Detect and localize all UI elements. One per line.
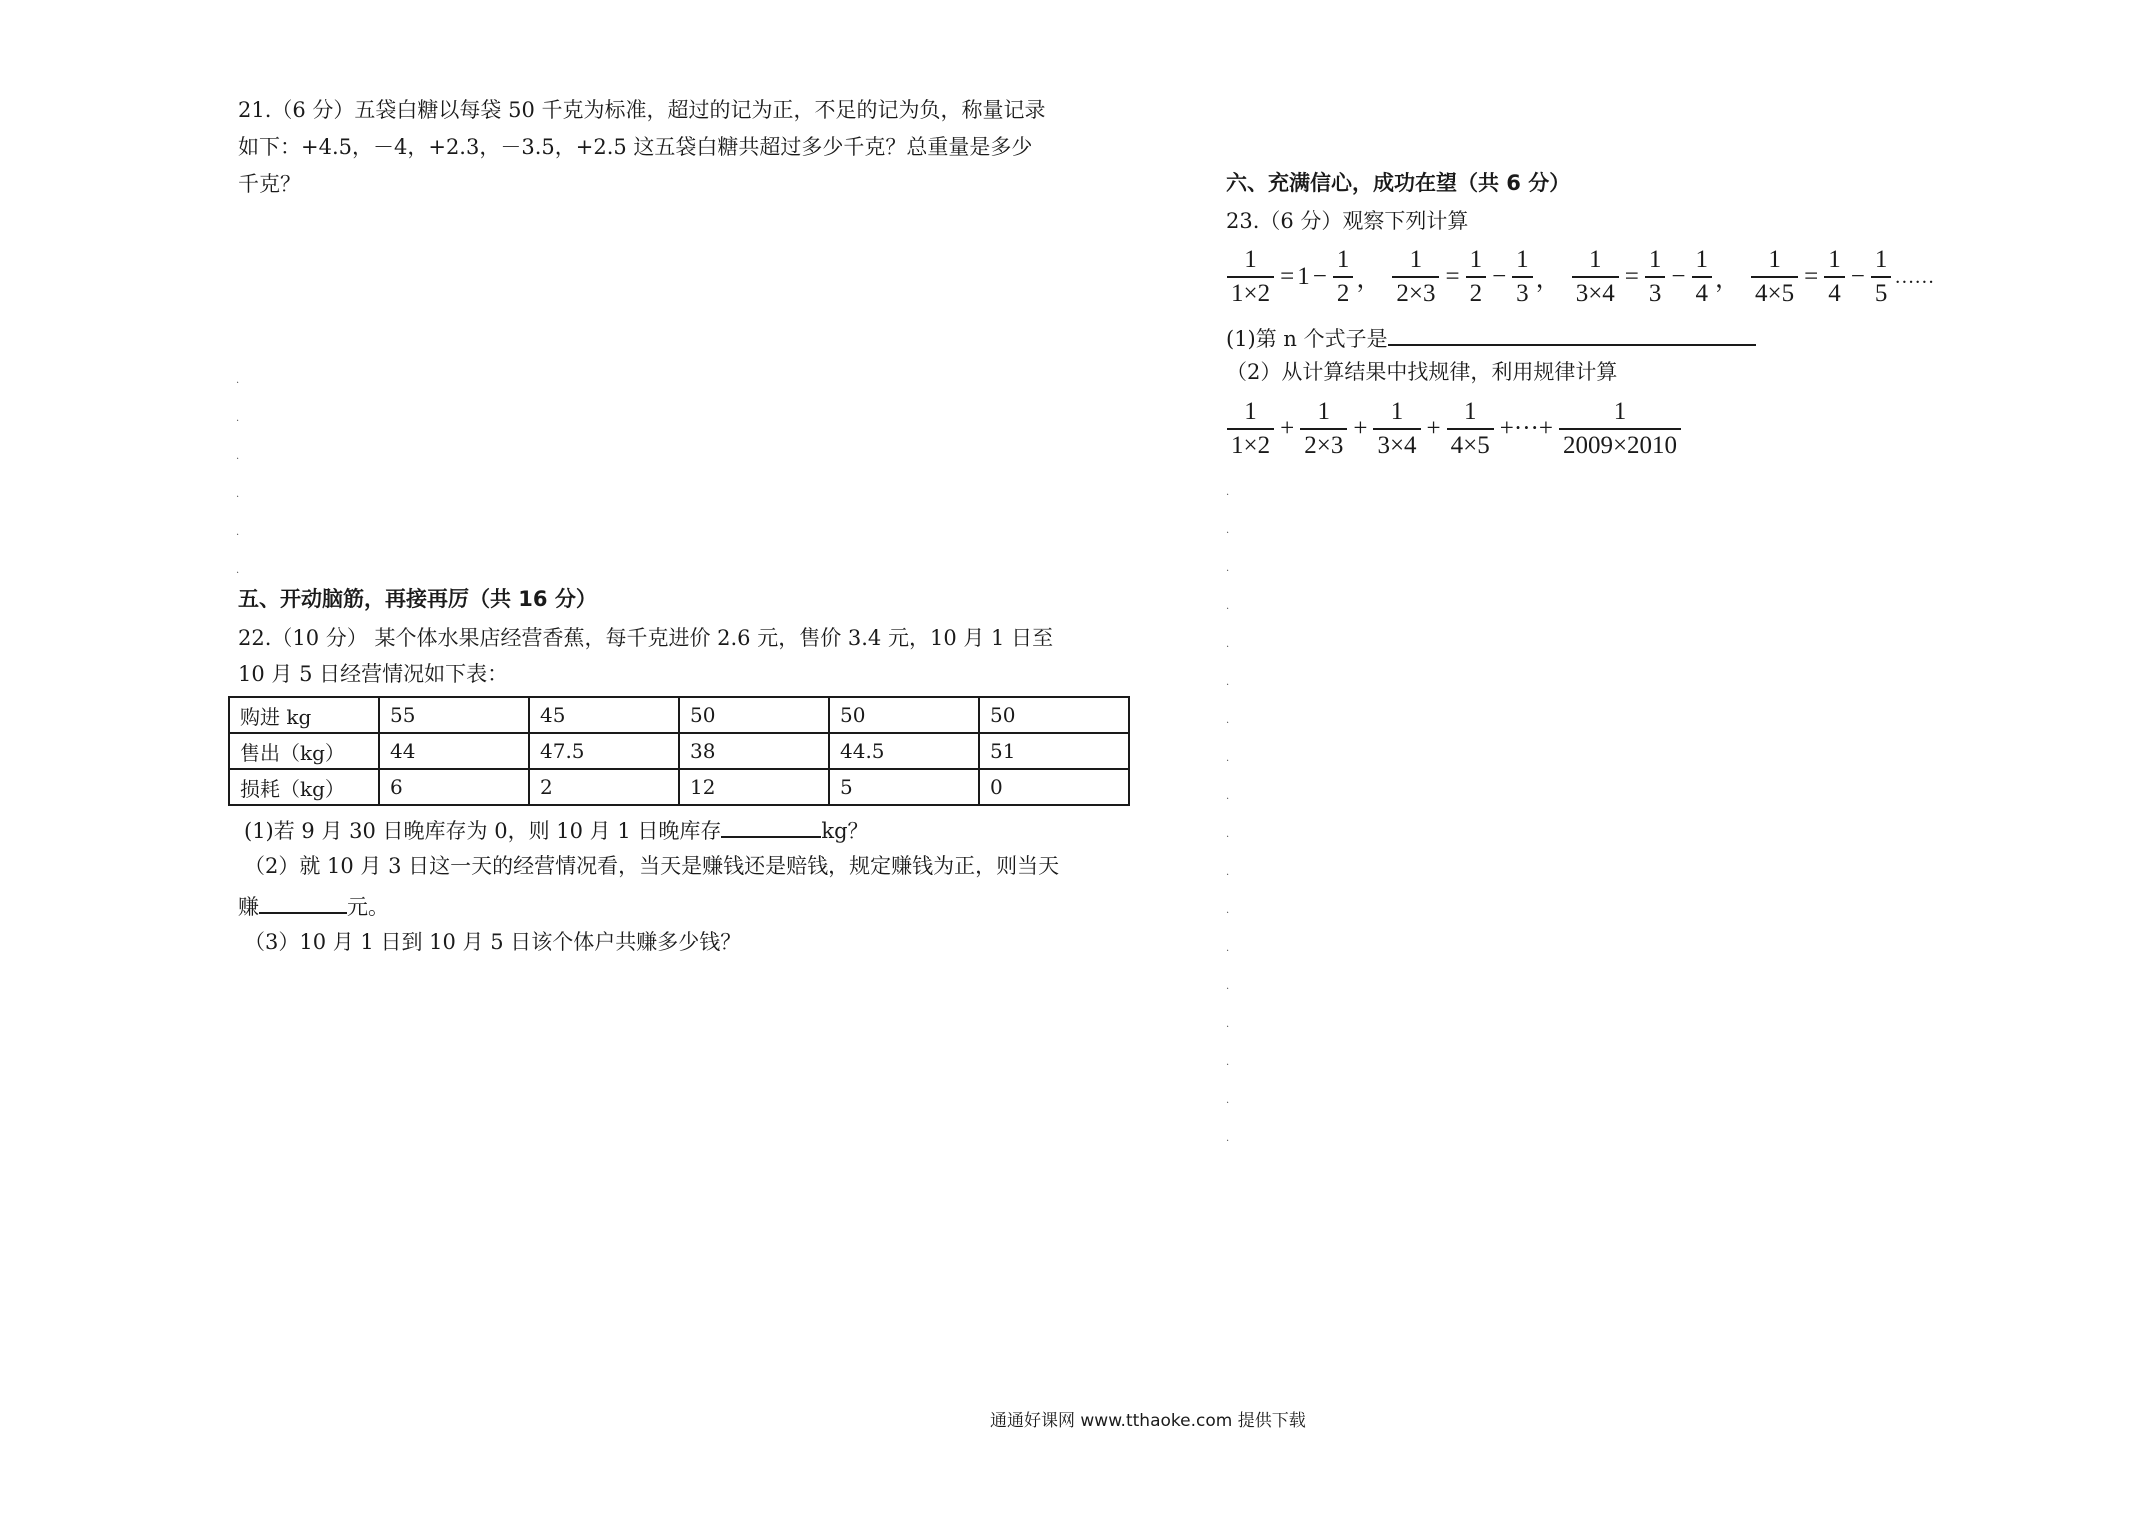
margin-dot: .	[236, 413, 240, 424]
fraction	[1466, 246, 1487, 308]
margin-dot: .	[236, 375, 240, 386]
q22-sub1	[244, 814, 869, 845]
minus-sign: −	[1492, 263, 1507, 290]
equals-sign: =	[1280, 263, 1295, 290]
table-row	[229, 769, 1129, 805]
numerator: 1	[1463, 398, 1477, 425]
term: 1	[1297, 263, 1310, 290]
numerator: 1	[1409, 246, 1423, 273]
margin-dot: .	[236, 565, 240, 576]
fraction	[1392, 246, 1439, 308]
separator: ，	[1715, 266, 1741, 293]
margin-dot: .	[1226, 563, 1230, 574]
numerator: 1	[1768, 246, 1781, 273]
table-cell: 44	[379, 733, 529, 769]
numerator: 1	[1244, 398, 1257, 425]
margin-dot: .	[1226, 791, 1230, 802]
margin-dot: .	[1226, 867, 1230, 878]
denominator: 4	[1824, 276, 1845, 308]
denominator: 4	[1692, 276, 1713, 308]
margin-dot: .	[1226, 1133, 1230, 1144]
margin-dot: .	[1226, 943, 1230, 954]
table-cell: 55	[379, 697, 529, 733]
q23-line1: 23.（6 分）观察下列计算	[1226, 209, 1469, 233]
numerator: 1	[1244, 246, 1257, 273]
numerator: 1	[1390, 398, 1404, 425]
denominator: 4×5	[1447, 428, 1494, 460]
q23-sub1-text: (1)第 n 个式子是	[1226, 327, 1388, 351]
table-cell: 47.5	[529, 733, 679, 769]
fraction	[1871, 246, 1892, 308]
numerator: 1	[1588, 246, 1602, 273]
table-cell: 51	[979, 733, 1129, 769]
margin-dot: .	[1226, 905, 1230, 916]
q21-line3: 千克？	[238, 172, 301, 196]
q23-formula-row	[1224, 246, 1934, 308]
margin-dot: .	[1226, 677, 1230, 688]
table-cell: 50	[679, 697, 829, 733]
denominator: 1×2	[1227, 428, 1274, 460]
plus-sign: +	[1426, 415, 1441, 442]
q22-sub1-text: (1)若 9 月 30 日晚库存为 0，则 10 月 1 日晚库存	[244, 819, 722, 843]
section6-heading: 六、充满信心，成功在望（共 6 分）	[1226, 171, 1571, 195]
table-cell: 购进 kg	[229, 697, 379, 733]
minus-sign: −	[1312, 263, 1327, 290]
numerator: 1	[1613, 398, 1627, 425]
q22-sub2-unit: 元。	[347, 895, 389, 919]
fraction	[1572, 246, 1619, 308]
denominator: 2×3	[1300, 428, 1347, 460]
denominator: 3×4	[1572, 276, 1619, 308]
table-cell: 44.5	[829, 733, 979, 769]
answer-blank[interactable]	[259, 890, 347, 914]
table-cell: 50	[829, 697, 979, 733]
denominator: 3	[1645, 276, 1666, 308]
fraction	[1227, 398, 1274, 460]
separator: ，	[1356, 266, 1382, 293]
separator: ，	[1535, 266, 1561, 293]
q23-sub2: （2）从计算结果中找规律，利用规律计算	[1226, 360, 1618, 384]
answer-blank[interactable]	[1388, 322, 1756, 346]
table-cell: 12	[679, 769, 829, 805]
denominator: 3	[1512, 276, 1533, 308]
q22-line2: 10 月 5 日经营情况如下表：	[238, 662, 509, 686]
ellipsis-plus: +···+	[1499, 415, 1553, 442]
minus-sign: −	[1671, 263, 1686, 290]
margin-dot: .	[236, 527, 240, 538]
margin-dot: .	[1226, 487, 1230, 498]
numerator: 1	[1516, 246, 1529, 273]
table-cell: 38	[679, 733, 829, 769]
answer-blank[interactable]	[721, 814, 821, 838]
margin-dot: .	[1226, 829, 1230, 840]
fraction	[1512, 246, 1533, 308]
margin-dot: .	[1226, 1057, 1230, 1068]
table-row	[229, 733, 1129, 769]
margin-dot: .	[236, 489, 240, 500]
minus-sign: −	[1850, 263, 1865, 290]
numerator: 1	[1648, 246, 1662, 273]
numerator: 1	[1317, 398, 1331, 425]
numerator: 1	[1336, 246, 1350, 273]
table-cell: 损耗（kg）	[229, 769, 379, 805]
margin-dot: .	[1226, 715, 1230, 726]
table-cell: 5	[829, 769, 979, 805]
margin-dot: .	[1226, 525, 1230, 536]
table-row	[229, 697, 1129, 733]
fraction	[1333, 246, 1354, 308]
margin-dot: .	[1226, 1095, 1230, 1106]
fraction	[1300, 398, 1347, 460]
numerator: 1	[1469, 246, 1483, 273]
denominator: 2×3	[1392, 276, 1439, 308]
q22-sub1-unit: kg？	[821, 819, 869, 843]
footer-credit: 通通好课网 www.tthaoke.com 提供下载	[990, 1411, 1306, 1431]
section5-heading: 五、开动脑筋，再接再厉（共 16 分）	[238, 587, 597, 611]
q22-line1: 22.（10 分） 某个体水果店经营香蕉，每千克进价 2.6 元，售价 3.4 元，10 月 1 日至	[238, 626, 1054, 650]
table-cell: 2	[529, 769, 679, 805]
q21-line2: 如下：+4.5，－4，+2.3，－3.5，+2.5 这五袋白糖共超过多少千克？总重量是多少	[238, 135, 1033, 159]
numerator: 1	[1874, 246, 1888, 273]
fraction	[1447, 398, 1494, 460]
q23-sum-formula	[1224, 398, 1684, 460]
q22-sub2-line1: （2）就 10 月 3 日这一天的经营情况看，当天是赚钱还是赔钱，规定赚钱为正，则当天	[244, 854, 1060, 878]
equals-sign: =	[1624, 263, 1639, 290]
fraction	[1645, 246, 1666, 308]
q22-sub2-line2	[238, 890, 389, 921]
margin-dot: .	[1226, 1019, 1230, 1030]
table-cell: 售出（kg）	[229, 733, 379, 769]
fraction	[1824, 246, 1845, 308]
margin-dot: .	[1226, 753, 1230, 764]
fraction	[1227, 246, 1274, 308]
denominator: 4×5	[1751, 276, 1798, 308]
table-cell: 50	[979, 697, 1129, 733]
fraction	[1692, 246, 1713, 308]
data-table	[228, 696, 1130, 806]
table-cell: 45	[529, 697, 679, 733]
denominator: 2	[1466, 276, 1487, 308]
margin-dot: .	[1226, 981, 1230, 992]
table-cell: 0	[979, 769, 1129, 805]
denominator: 2009×2010	[1559, 428, 1681, 460]
denominator: 2	[1333, 276, 1354, 308]
q22-sub3: （3）10 月 1 日到 10 月 5 日该个体户共赚多少钱？	[244, 930, 742, 954]
table-cell: 6	[379, 769, 529, 805]
margin-dot: .	[1226, 601, 1230, 612]
fraction	[1559, 398, 1681, 460]
q21-line1: 21.（6 分）五袋白糖以每袋 50 千克为标准，超过的记为正，不足的记为负，称量记录	[238, 98, 1046, 122]
equals-sign: =	[1804, 263, 1819, 290]
plus-sign: +	[1353, 415, 1368, 442]
margin-dot: .	[1226, 639, 1230, 650]
equals-sign: =	[1445, 263, 1460, 290]
numerator: 1	[1828, 246, 1841, 273]
fraction	[1751, 246, 1798, 308]
fraction	[1373, 398, 1420, 460]
margin-dot: .	[236, 451, 240, 462]
plus-sign: +	[1280, 415, 1295, 442]
numerator: 1	[1695, 246, 1709, 273]
q22-sub2-text: 赚	[238, 895, 259, 919]
ellipsis: ……	[1894, 265, 1935, 288]
q23-sub1	[1226, 322, 1756, 353]
denominator: 3×4	[1373, 428, 1420, 460]
denominator: 1×2	[1227, 276, 1274, 308]
denominator: 5	[1871, 276, 1892, 308]
